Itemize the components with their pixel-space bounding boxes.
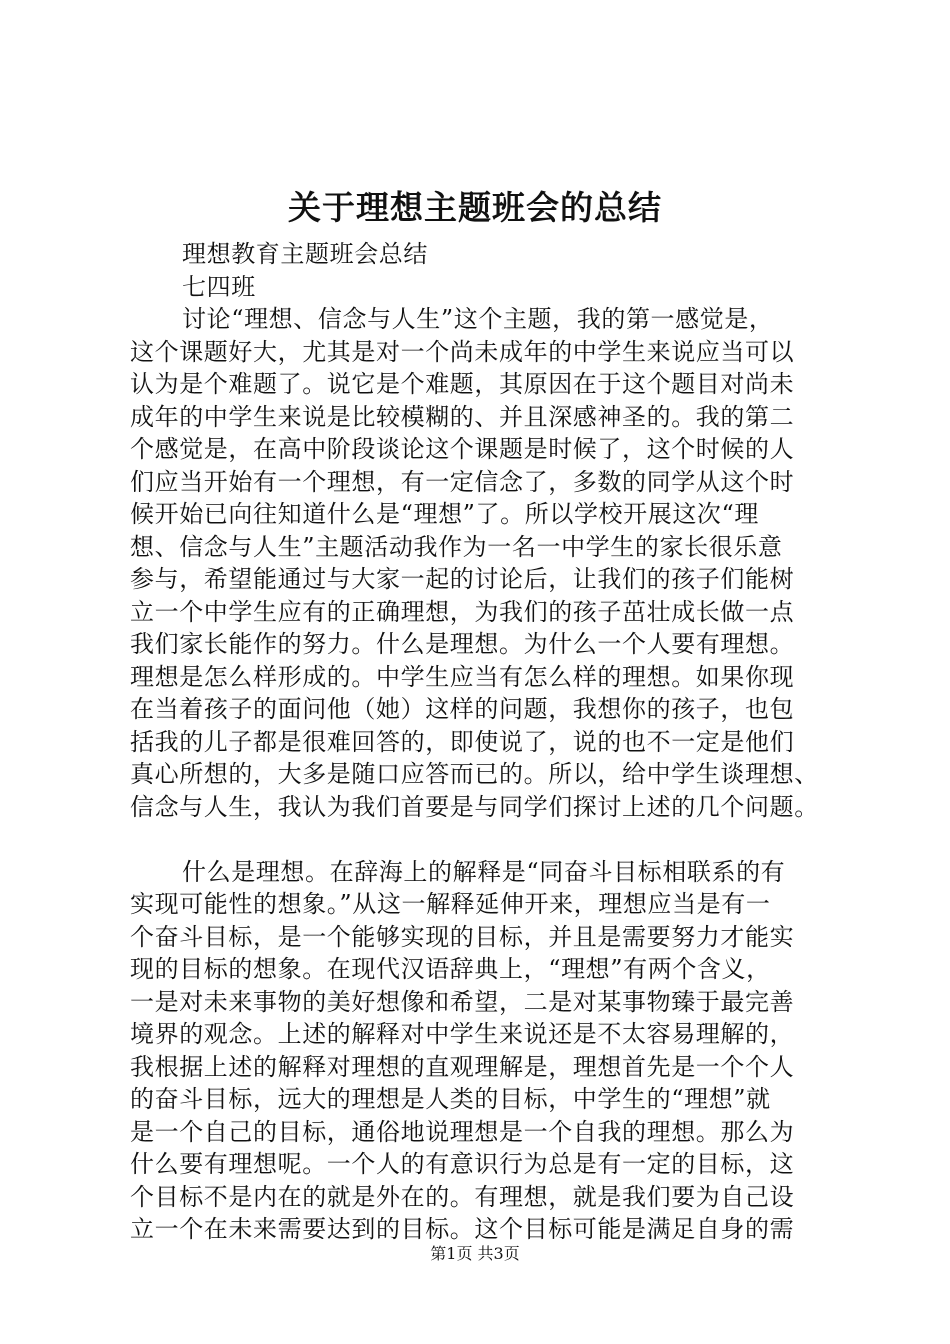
- paragraph-line: 候开始已向往知道什么是“理想”了。所以学校开展这次“理: [130, 500, 760, 528]
- paragraph-line: 这个课题好大，尤其是对一个尚未成年的中学生来说应当可以: [130, 337, 795, 366]
- paragraph-line: 个奋斗目标，是一个能够实现的目标，并且是需要努力才能实: [130, 922, 795, 951]
- paragraph-line: 括我的儿子都是很难回答的，即使说了，说的也不一定是他们: [130, 727, 795, 756]
- paragraph-line: 个目标不是内在的就是外在的。有理想，就是我们要为自己设: [130, 1182, 795, 1211]
- paragraph-line: 现的目标的想象。在现代汉语辞典上，“理想”有两个含义，: [130, 955, 771, 983]
- paragraph-line: 在当着孩子的面问他（她）这样的问题，我想你的孩子，也包: [130, 695, 795, 723]
- paragraph-line: 个感觉是，在高中阶段谈论这个课题是时候了，这个时候的人: [130, 435, 795, 463]
- page-footer: 第1页 共3页: [430, 1244, 520, 1263]
- paragraph-line: 一是对未来事物的美好想像和希望，二是对某事物臻于最完善: [130, 987, 795, 1016]
- paragraph-line: 讨论“理想、信念与人生”这个主题，我的第一感觉是，: [182, 305, 774, 333]
- paragraph-line: 想、信念与人生”主题活动我作为一名一中学生的家长很乐意: [130, 532, 783, 561]
- class-name: 七四班: [182, 272, 256, 301]
- paragraph-line: 是一个自己的目标，通俗地说理想是一个自我的理想。那么为: [130, 1117, 795, 1146]
- paragraph-line: 认为是个难题了。说它是个难题，其原因在于这个题目对尚未: [130, 370, 795, 398]
- paragraph-line: 理想是怎么样形成的。中学生应当有怎么样的理想。如果你现: [130, 662, 795, 691]
- paragraph-1: [130, 303, 830, 823]
- paragraph-line: 境界的观念。上述的解释对中学生来说还是不太容易理解的，: [130, 1020, 795, 1048]
- paragraph-line: 立一个在未来需要达到的目标。这个目标可能是满足自身的需: [130, 1215, 795, 1243]
- document-body: [130, 238, 830, 1246]
- paragraph-line: 什么要有理想呢。一个人的有意识行为总是有一定的目标，这: [130, 1150, 795, 1178]
- paragraph-gap: [130, 823, 830, 856]
- paragraph-line: 我们家长能作的努力。什么是理想。为什么一个人要有理想。: [130, 630, 795, 658]
- paragraph-line: 参与，希望能通过与大家一起的讨论后，让我们的孩子们能树: [130, 565, 795, 593]
- paragraph-line: 实现可能性的想象。”从这一解释延伸开来，理想应当是有一: [130, 890, 771, 918]
- paragraph-2: [130, 856, 830, 1246]
- paragraph-line: 成年的中学生来说是比较模糊的、并且深感神圣的。我的第二: [130, 402, 795, 431]
- paragraph-line: 们应当开始有一个理想，有一定信念了，多数的同学从这个时: [130, 467, 795, 496]
- paragraph-line: 真心所想的，大多是随口应答而已的。所以，给中学生谈理想、: [130, 760, 819, 788]
- document-title: 关于理想主题班会的总结: [288, 188, 662, 227]
- paragraph-line: 我根据上述的解释对理想的直观理解是，理想首先是一个个人: [130, 1052, 795, 1081]
- paragraph-line: 什么是理想。在辞海上的解释是“同奋斗目标相联系的有: [182, 857, 786, 886]
- paragraph-line: 的奋斗目标，远大的理想是人类的目标，中学生的“理想”就: [130, 1085, 771, 1113]
- paragraph-line: 信念与人生，我认为我们首要是与同学们探讨上述的几个问题。: [130, 792, 819, 821]
- paragraph-line: 立一个中学生应有的正确理想，为我们的孩子茁壮成长做一点: [130, 597, 795, 626]
- subtitle: 理想教育主题班会总结: [182, 240, 428, 268]
